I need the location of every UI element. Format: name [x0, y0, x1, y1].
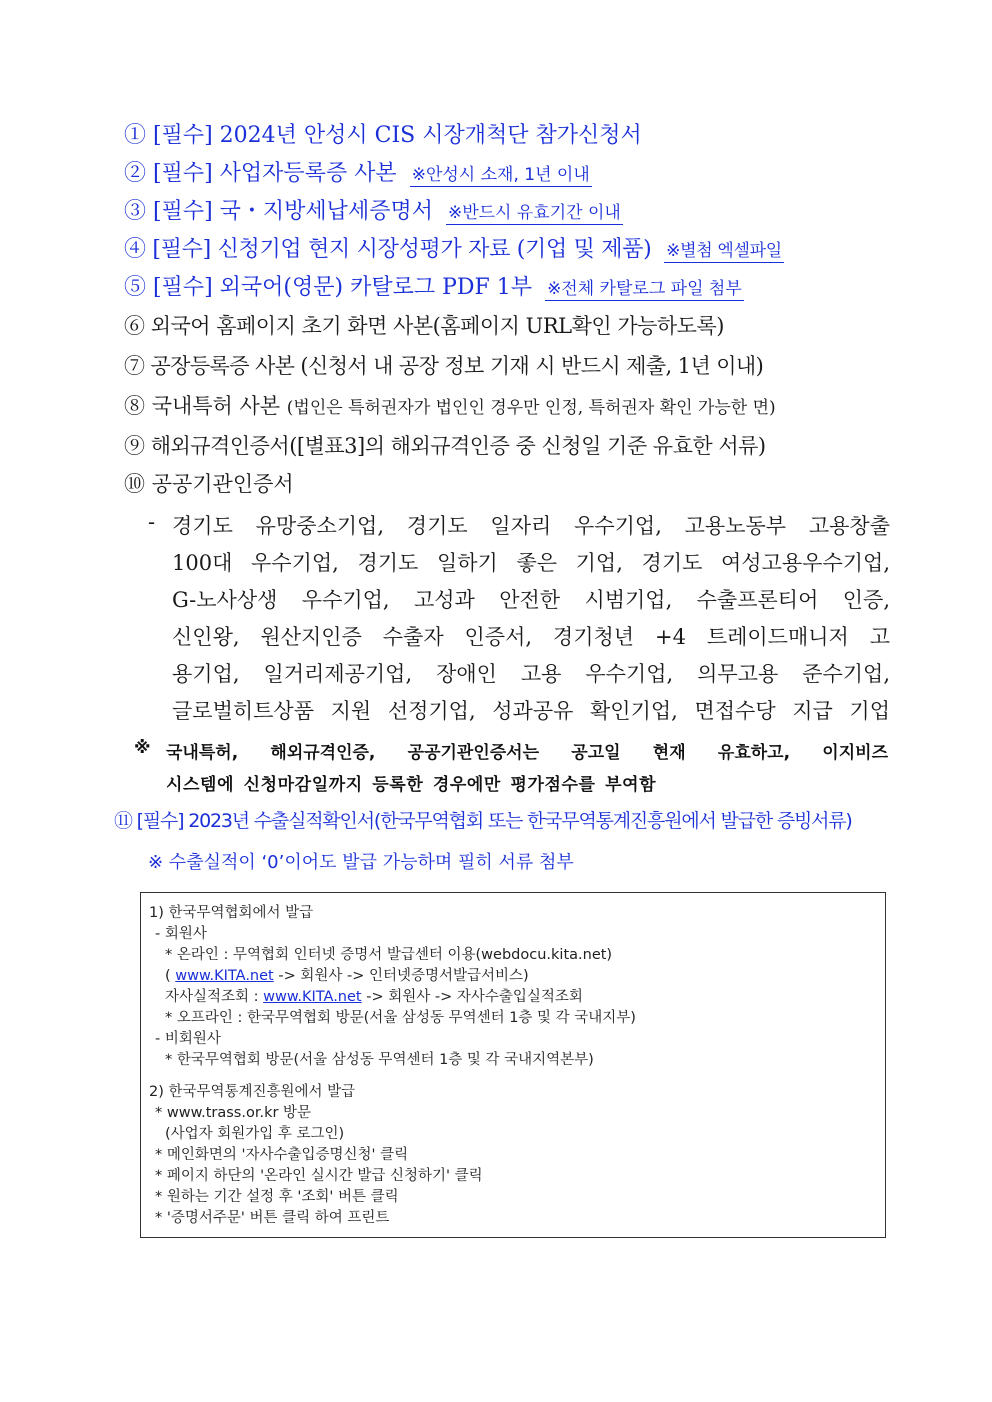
bold-note-line: 시스템에 신청마감일까지 등록한 경우에만 평가점수를 부여함	[166, 775, 657, 795]
box-line: * 오프라인 : 한국무역협회 방문(서울 삼성동 무역센터 1층 및 각 국내지부)	[165, 1010, 636, 1026]
box-line: - 비회원사	[155, 1031, 221, 1047]
item-text: 국내특허 사본	[151, 394, 281, 418]
item-3	[124, 194, 623, 225]
item-number: ⑤	[124, 275, 147, 300]
box-line: 1) 한국무역협회에서 발급	[149, 905, 314, 921]
item-text: [필수] 2024년 안성시 CIS 시장개척단 참가신청서	[153, 123, 642, 148]
cert-line: 신인왕, 원산지인증 수출자 인증서, 경기청년 +4 트레이드매니저 고	[172, 625, 890, 649]
cert-line: G-노사상생 우수기업, 고성과 안전한 시범기업, 수출프론티어 인증,	[172, 588, 890, 612]
box-line: (사업자 회원가입 후 로그인)	[165, 1126, 345, 1142]
item-6	[124, 310, 724, 340]
item-note: ※별첨 엑셀파일	[666, 241, 782, 261]
item-7	[124, 350, 763, 380]
box-line	[165, 985, 583, 1006]
bold-note-line: 국내특허, 해외규격인증, 공공기관인증서는 공고일 현재 유효하고, 이지비즈	[166, 743, 888, 763]
cert-line: 용기업, 일거리제공기업, 장애인 고용 우수기업, 의무고용 준수기업,	[172, 662, 890, 686]
item-4	[124, 232, 784, 263]
item-text: [필수] 사업자등록증 사본	[153, 161, 397, 186]
item-text: [필수] 외국어(영문) 카탈로그 PDF 1부	[153, 275, 533, 300]
kita-link[interactable]: www.KITA.net	[175, 968, 274, 984]
item-2	[124, 156, 592, 187]
cert-dash: -	[148, 510, 156, 534]
box-line: * www.trass.or.kr 방문	[155, 1105, 312, 1121]
box-text: (	[165, 968, 171, 984]
item-text: [필수] 2023년 수출실적확인서(한국무역협회 또는 한국무역통계진흥원에서 발급한 증빙서류)	[136, 810, 852, 832]
item-detail: (법인은 특허권자가 법인인 경우만 인정, 특허권자 확인 가능한 면)	[286, 398, 776, 418]
item-10	[124, 468, 294, 498]
item-9	[124, 430, 766, 460]
item-text: [필수] 신청기업 현지 시장성평가 자료 (기업 및 제품)	[152, 237, 652, 262]
box-text: -> 회원사 -> 인터넷증명서발급서비스)	[278, 968, 529, 984]
item-number: ⑧	[124, 394, 145, 418]
item-8	[124, 390, 776, 420]
box-text: 자사실적조회 :	[165, 989, 259, 1005]
item-number: ⑨	[124, 434, 145, 458]
cert-line: 글로벌히트상품 지원 선정기업, 성과공유 확인기업, 면접수당 지급 기업	[172, 699, 890, 723]
box-text: -> 회원사 -> 자사수출입실적조회	[366, 989, 583, 1005]
item-text: 공공기관인증서	[151, 472, 294, 496]
box-line: * '증명서주문' 버튼 클릭 하여 프린트	[155, 1210, 390, 1226]
box-line: 2) 한국무역통계진흥원에서 발급	[149, 1084, 356, 1100]
item-text: 해외규격인증서([별표3]의 해외규격인증 중 신청일 기준 유효한 서류)	[150, 434, 766, 458]
item-number: ④	[124, 237, 146, 262]
item-number: ②	[124, 161, 147, 186]
item-note: ※전체 카탈로그 파일 첨부	[547, 279, 742, 299]
item-number: ⑪	[114, 810, 132, 832]
item-number: ⑩	[124, 472, 145, 496]
box-line: * 원하는 기간 설정 후 '조회' 버튼 클릭	[155, 1189, 399, 1205]
item-5	[124, 270, 744, 301]
item-11	[114, 806, 852, 833]
item-number: ⑥	[124, 314, 145, 338]
item-text: [필수] 국・지방세납세증명서	[153, 199, 433, 224]
box-line: * 메인화면의 '자사수출입증명신청' 클릭	[155, 1147, 409, 1163]
item-text: 공장등록증 사본 (신청서 내 공장 정보 기재 시 반드시 제출, 1년 이내)	[150, 354, 764, 378]
item-11-note: ※ 수출실적이 ‘0’이어도 발급 가능하며 필히 서류 첨부	[148, 852, 574, 873]
item-text: 외국어 홈페이지 초기 화면 사본(홈페이지 URL확인 가능하도록)	[150, 314, 724, 338]
kita-link[interactable]: www.KITA.net	[263, 989, 362, 1005]
box-line: * 한국무역협회 방문(서울 삼성동 무역센터 1층 및 각 국내지역본부)	[165, 1052, 594, 1068]
item-note: ※반드시 유효기간 이내	[447, 203, 621, 223]
box-line	[165, 964, 529, 985]
box-line: - 회원사	[155, 926, 207, 942]
note-mark: ※	[134, 738, 151, 758]
box-line: * 온라인 : 무역협회 인터넷 증명서 발급센터 이용(webdocu.kita.net)	[165, 947, 613, 963]
cert-line: 경기도 유망중소기업, 경기도 일자리 우수기업, 고용노동부 고용창출	[172, 514, 890, 538]
item-number: ③	[124, 199, 147, 224]
item-number: ⑦	[124, 354, 145, 378]
issuance-info-box	[140, 892, 886, 1238]
box-line: * 페이지 하단의 '온라인 실시간 발급 신청하기' 클릭	[155, 1168, 483, 1184]
item-note: ※안성시 소재, 1년 이내	[411, 165, 590, 185]
cert-line: 100대 우수기업, 경기도 일하기 좋은 기업, 경기도 여성고용우수기업,	[172, 551, 890, 575]
item-number: ①	[124, 123, 147, 148]
item-1	[124, 118, 642, 149]
